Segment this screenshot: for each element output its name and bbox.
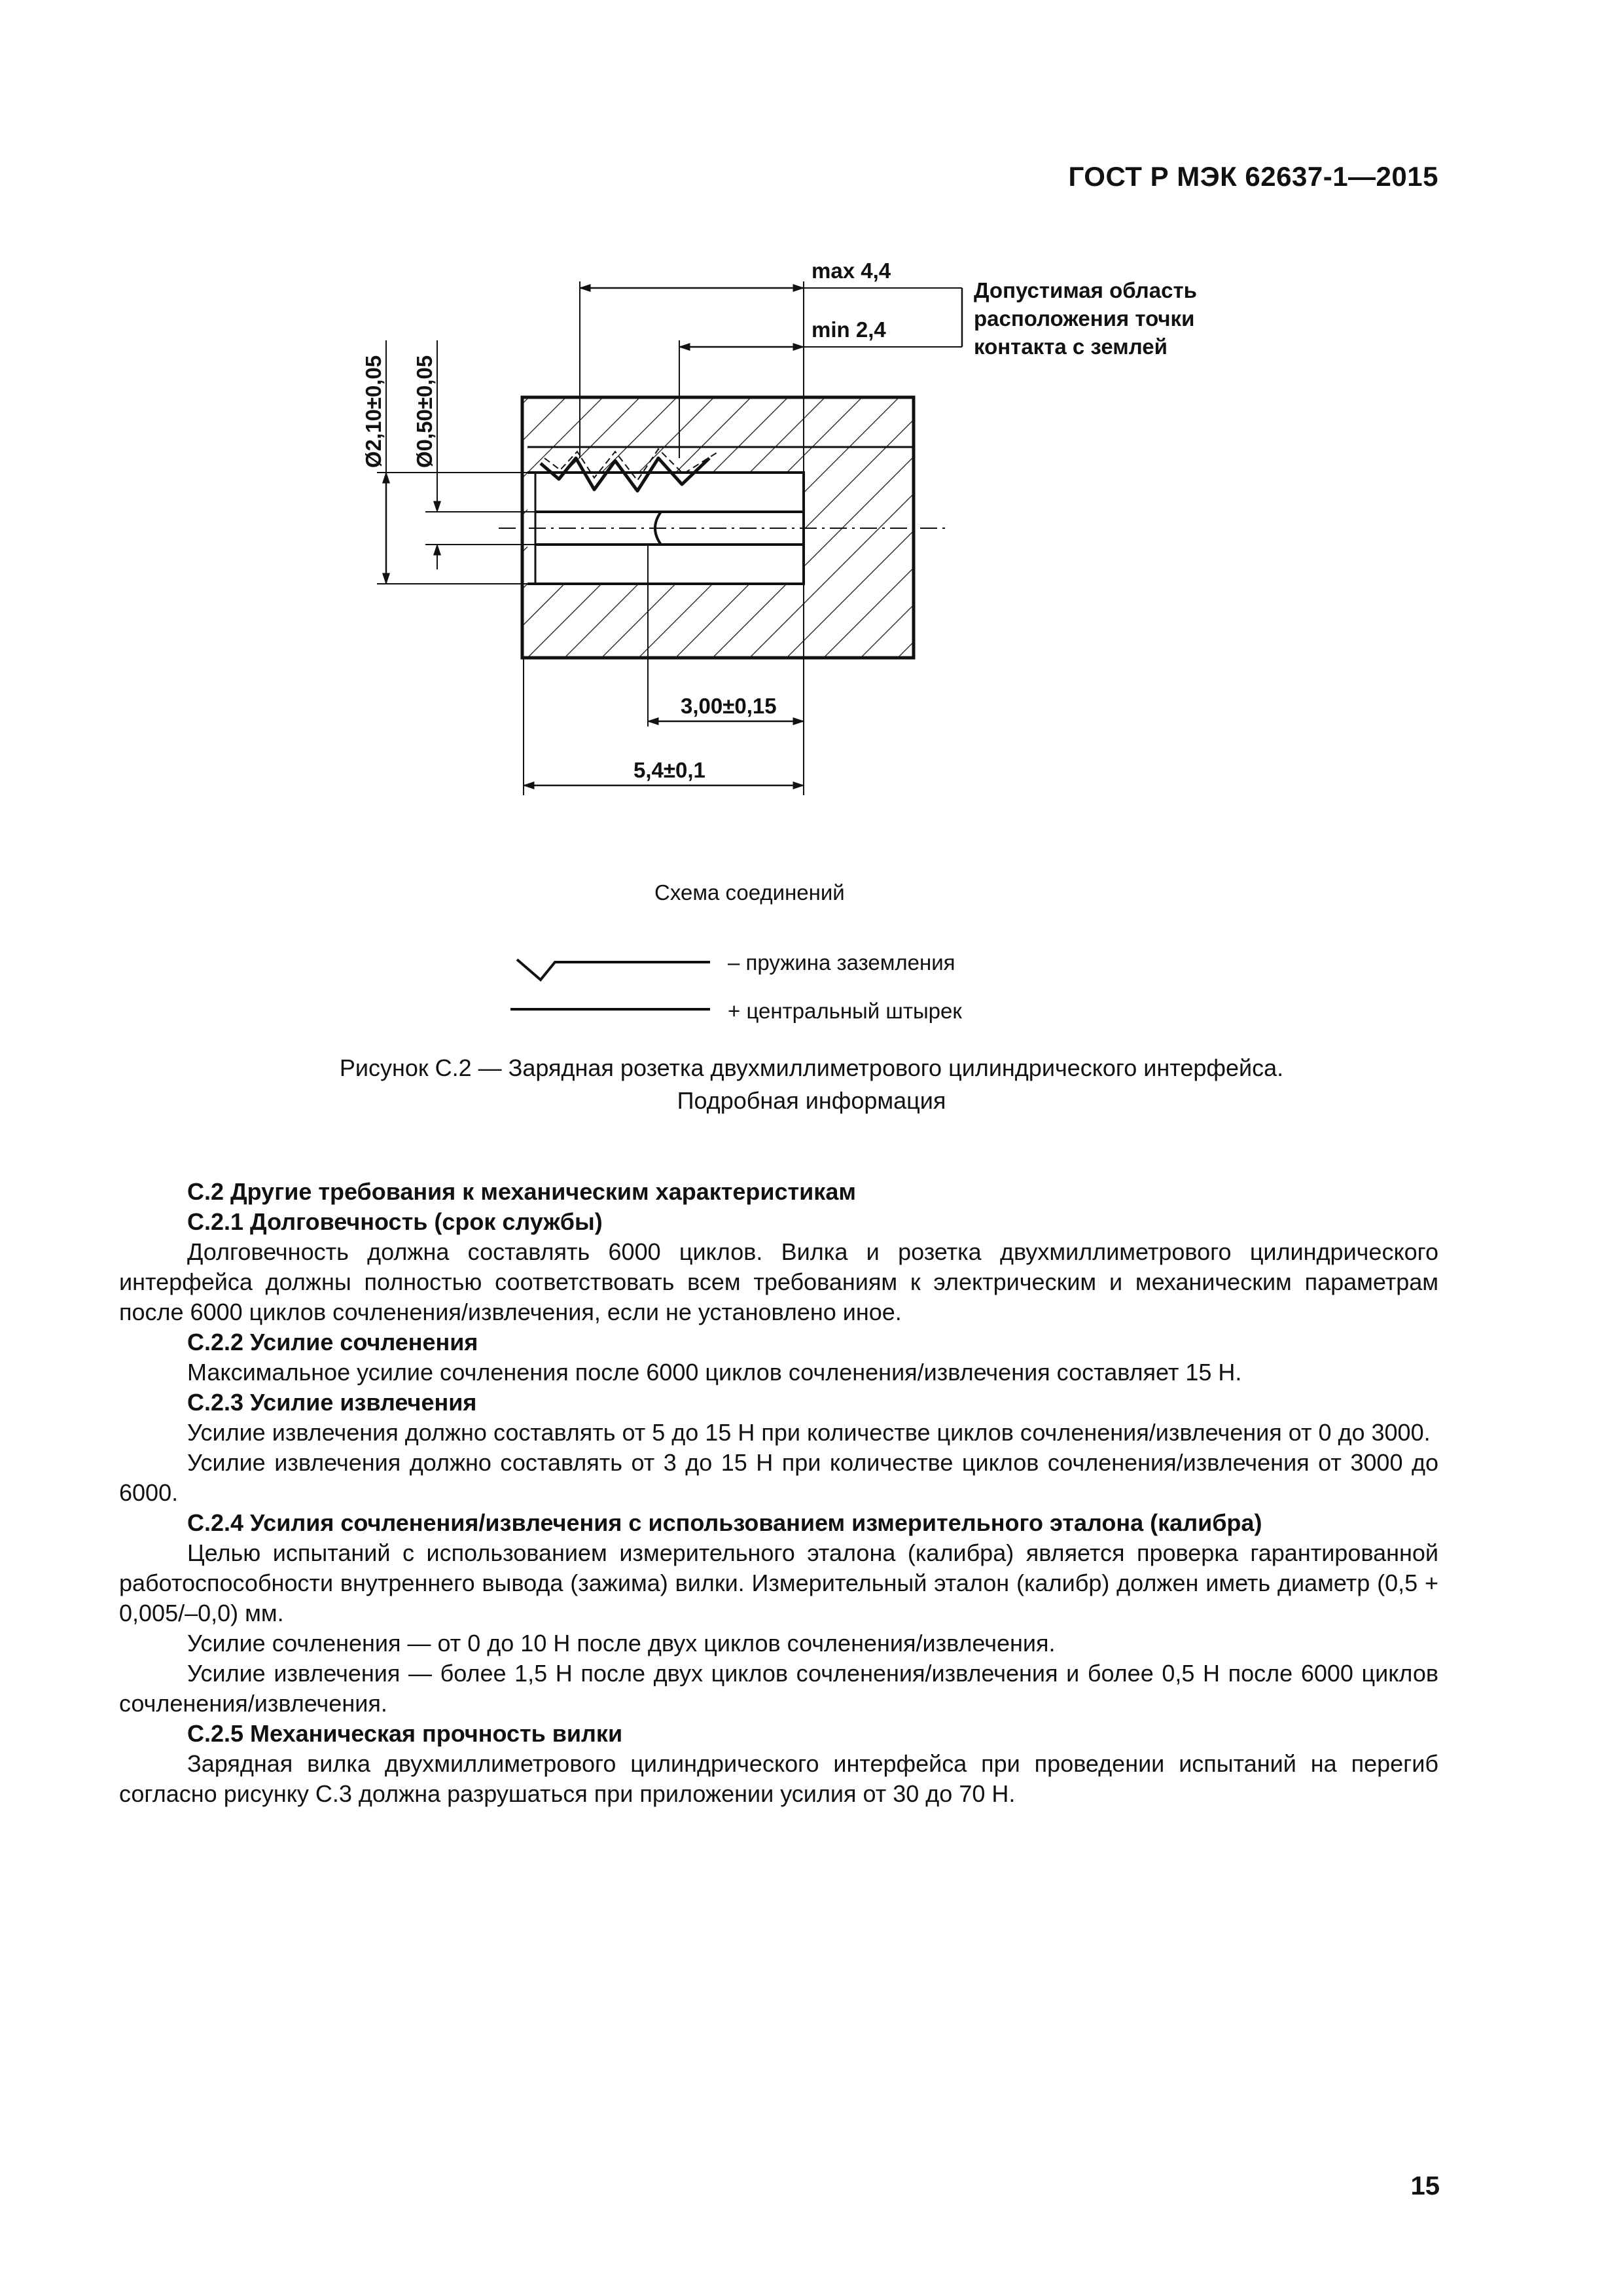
dim-outer-diameter-label: Ø2,10±0,05 [361, 355, 385, 468]
section-heading-c22: С.2.2 Усилие сочленения [187, 1329, 478, 1355]
paragraph-c25: Зарядная вилка двухмиллиметрового цилиндрического интерфейса при проведении испытаний на перегиб согласно рисунку С.3 должна разрушаться при приложении усилия от 30 до 70 Н. [119, 1750, 1438, 1807]
paragraph-c24-2: Усилие сочленения — от 0 до 10 Н после двух циклов сочленения/извлечения. [187, 1630, 1056, 1657]
legend-item-spring: – пружина заземления [728, 950, 955, 975]
figure-caption-line-1: Рисунок С.2 — Зарядная розетка двухмиллиметрового цилиндрического интерфейса. [339, 1054, 1284, 1081]
paragraph-c21: Долговечность должна составлять 6000 циклов. Вилка и розетка двухмиллиметрового цилиндрического интерфейса должны полностью соответствовать всем требованиям к электрическим и механическим параметрам после 6000 циклов сочленения/извлечения, если не установлено иное. [119, 1238, 1438, 1325]
spring-legend-symbol [517, 960, 710, 980]
annotation-line-1: Допустимая область [974, 278, 1197, 302]
paragraph-c24-3: Усилие извлечения — более 1,5 Н после двух циклов сочленения/извлечения и более 0,5 Н после 6000 циклов сочленения/извлечения. [119, 1660, 1438, 1717]
section-heading-c25: С.2.5 Механическая прочность вилки [187, 1720, 623, 1747]
page-number: 15 [1410, 2172, 1440, 2200]
dimension-length [524, 658, 804, 795]
legend-item-pin: + центральный штырек [728, 999, 962, 1023]
annotation-line-3: контакта с землей [974, 334, 1168, 359]
section-heading-c23: С.2.3 Усилие извлечения [187, 1389, 477, 1416]
dimension-inner-diameter [412, 340, 535, 569]
paragraph-c23-1: Усилие извлечения должно составлять от 5 до 15 Н при количестве циклов сочленения/извлечения от 0 до 3000. [187, 1419, 1431, 1446]
dim-min-label: min 2,4 [812, 317, 886, 342]
paragraph-c22: Максимальное усилие сочленения после 6000 циклов сочленения/извлечения составляет 15 Н. [187, 1359, 1242, 1386]
paragraph-c24-1: Целью испытаний с использованием измерительного эталона (калибра) является проверка гарантированной работоспособности внутреннего вывода (зажима) вилки. Измерительный эталон (калибр) должен иметь диаметр (0,5 + 0,005/–0,0) мм. [119, 1539, 1438, 1626]
section-heading-c2: С.2 Другие требования к механическим характеристикам [187, 1178, 856, 1205]
figure-caption [183, 1052, 1440, 1117]
connection-legend [510, 880, 962, 1023]
dimension-outer-diameter [361, 340, 527, 584]
section-heading-c24: С.2.4 Усилия сочленения/извлечения с использованием измерительного эталона (калибра) [187, 1509, 1262, 1536]
annotation-line-2: расположения точки [974, 306, 1195, 331]
document-header: ГОСТ Р МЭК 62637-1—2015 [1068, 161, 1438, 192]
contact-area-annotation [903, 278, 1197, 359]
dim-pin-offset-label: 3,00±0,15 [681, 694, 777, 718]
dim-length-label: 5,4±0,1 [633, 758, 705, 782]
dim-max-label: max 4,4 [812, 259, 891, 283]
body-text [119, 1177, 1438, 1809]
figure-caption-line-2: Подробная информация [677, 1087, 946, 1114]
paragraph-c23-2: Усилие извлечения должно составлять от 3 до 15 Н при количестве циклов сочленения/извлечения от 3000 до 6000. [119, 1449, 1438, 1506]
legend-title: Схема соединений [654, 880, 845, 905]
dim-inner-diameter-label: Ø0,50±0,05 [412, 355, 437, 468]
section-heading-c21: С.2.1 Долговечность (срок службы) [187, 1208, 603, 1235]
